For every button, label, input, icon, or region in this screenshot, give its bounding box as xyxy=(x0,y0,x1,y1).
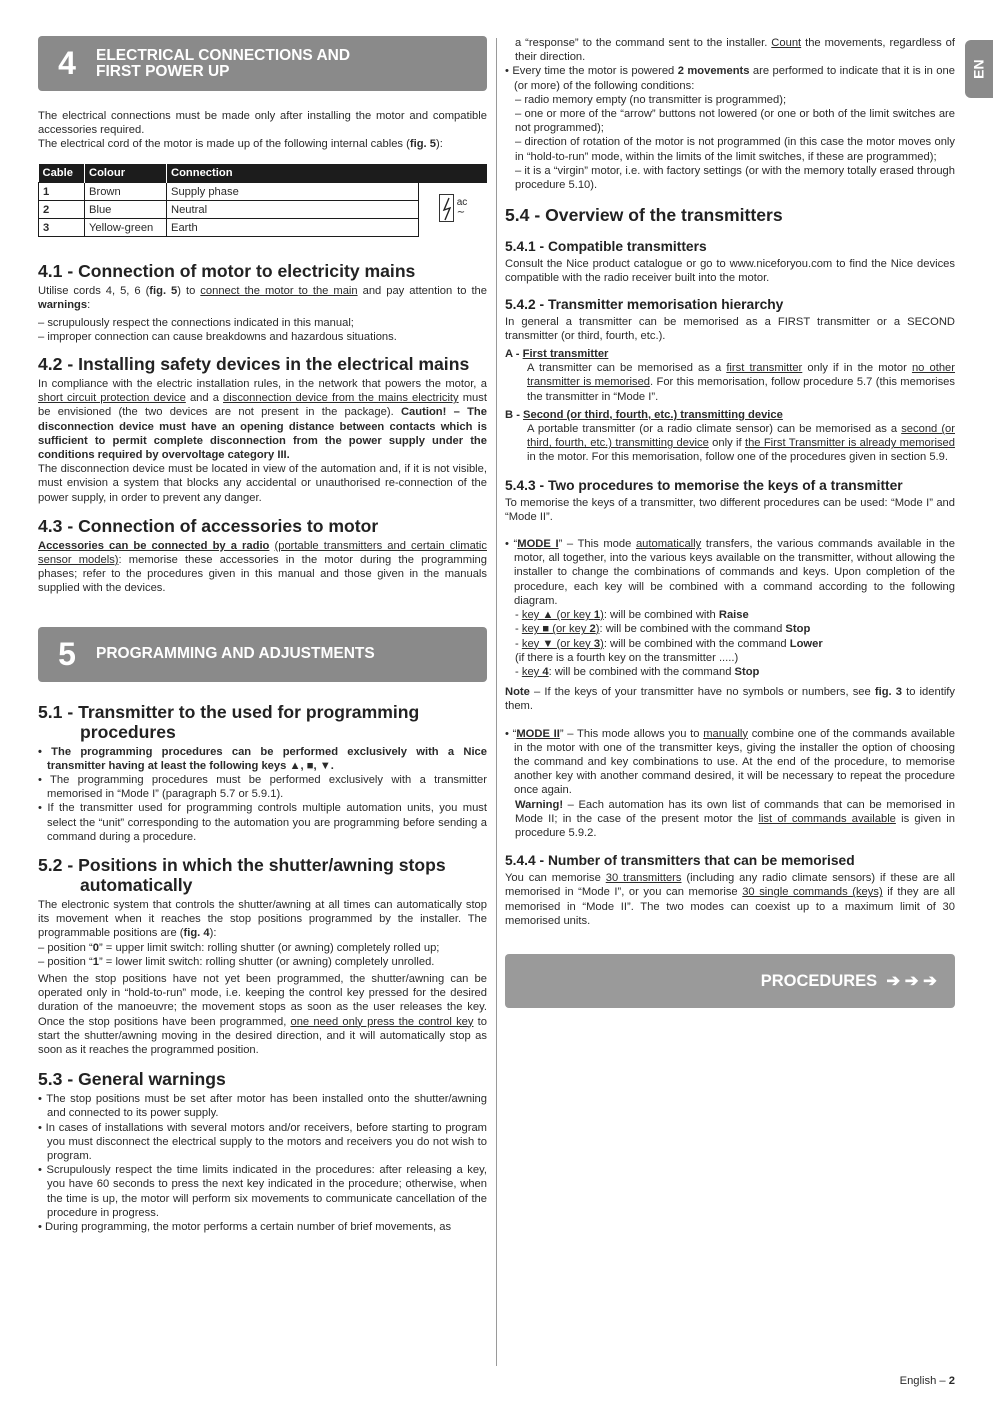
cable-table xyxy=(38,164,487,238)
s41-dash-1: – scrupulously respect the connections indicated in this manual; xyxy=(38,316,354,329)
procedures-label: PROCEDURES xyxy=(760,971,878,990)
chapter-number: 4 xyxy=(58,45,76,81)
left-column xyxy=(38,36,487,1234)
table-cell: Brown xyxy=(85,183,167,201)
table-cell: 2 xyxy=(39,201,85,219)
page-number: 2 xyxy=(948,1375,955,1387)
section-heading-5-2: 5.2 - Positions in which the shutter/awning stops automatically xyxy=(38,854,446,895)
table-cell: Supply phase xyxy=(167,183,419,201)
right-column xyxy=(505,36,955,1008)
key-4-mapping: - key 4: will be combined with the command Stop xyxy=(515,665,760,678)
table-header: Colour xyxy=(85,164,167,183)
first-transmitter-heading: A - First transmitter xyxy=(505,348,609,361)
s42-paragraph: In compliance with the electric installation rules, in the network that powers the motor, a short circuit protection device and a disconnection device from the mains electricity must be envisioned (the two devices are not present in the package). Caution! – The disconnection device must have an opening distance between contacts which is sufficient to permit complete disconnection from the power supply under the conditions required by overvoltage category III. xyxy=(38,377,487,461)
intro-cable-paragraph: The electrical cord of the motor is made up of the following internal cables (fig. 5): xyxy=(38,138,443,151)
subsection-heading-5-4-4: 5.4.4 - Number of transmitters that can be memorised xyxy=(505,853,855,869)
chapter-number: 5 xyxy=(58,635,76,672)
table-cell: Neutral xyxy=(167,201,419,219)
language-tab-label: EN xyxy=(970,59,987,79)
s52-paragraph: The electronic system that controls the shutter/awning at all times can automatically stop its movement when it reaches the stop positions programmed by the installer. The programmable positions are (fig. 4): xyxy=(38,898,487,940)
table-header: Cable xyxy=(39,164,85,183)
chapter-5-header xyxy=(38,627,487,682)
first-transmitter-text: A transmitter can be memorised as a first transmitter only if in the motor no other transmitter is memorised. For this memorisation, follow procedure 5.7 (this memorises the transmitter in “Mode I”. xyxy=(527,362,955,403)
fourth-key-note: (if there is a fourth key on the transmitter .....) xyxy=(515,651,739,664)
s52-position-1: – position “1” = lower limit switch: rolling shutter (or awning) completely unrolled. xyxy=(38,955,435,968)
ac-label: ac xyxy=(456,196,468,208)
table-cell: 1 xyxy=(39,183,85,201)
s543-paragraph: To memorise the keys of a transmitter, two different procedures can be used: “Mode I” and “Mode II”. xyxy=(505,496,955,523)
tilde-icon: ∼ xyxy=(456,206,466,218)
intro-paragraph: The electrical connections must be made only after installing the motor and compatible accessories required. xyxy=(38,110,487,137)
ac-symbol-cell xyxy=(419,183,488,237)
condition-1: – radio memory empty (no transmitter is programmed); xyxy=(515,93,787,106)
second-transmitter-text: A portable transmitter (or a radio climate sensor) can be memorised as a second (or third, fourth, etc.) transmitting device only if the First Transmitter is already memorised in the motor. For this memorisation, follow one of the procedures given in section 5.9. xyxy=(527,423,955,464)
section-heading-4-2: 4.2 - Installing safety devices in the electrical mains xyxy=(38,353,470,374)
page-footer xyxy=(900,1374,955,1388)
s53-bullet-1: • The stop positions must be set after motor has been installed onto the shutter/awning and connected to its power supply. xyxy=(38,1093,487,1120)
s544-paragraph: You can memorise 30 transmitters (including any radio climate sensors) if these are all memorised in “Mode I”, or you can memorise 30 single commands (keys) if they are all memorised in “Mode II”. The two modes can coexist up to a maximum limit of 30 memorised units. xyxy=(505,872,955,927)
ac-symbol xyxy=(439,194,468,222)
s41-dash-2: – improper connection can cause breakdowns and hazardous situations. xyxy=(38,330,397,343)
s51-bullet-3: • If the transmitter used for programming controls multiple automation units, you must select the “unit” corresponding to the automation you are programming before sending a command during a procedure. xyxy=(38,802,487,843)
second-transmitter-heading: B - Second (or third, fourth, etc.) transmitting device xyxy=(505,408,783,421)
s541-paragraph: Consult the Nice product catalogue or go to www.niceforyou.com to find the Nice devices compatible with the radio receiver built into the motor. xyxy=(505,258,955,285)
section-heading-4-1: 4.1 - Connection of motor to electricity mains xyxy=(38,261,416,282)
s52-paragraph-2: When the stop positions have not yet been programmed, the shutter/awning can be operated only in “hold-to-run” mode, i.e. keeping the control key pressed for the desired duration of the manoeuvre; the movement stops as soon as the user releases the key. Once the stop positions have been programmed, one need only press the control key to start the shutter/awning moving in the desired direction, and it will automatically stop as soon as it reaches the programmed position. xyxy=(38,973,488,1057)
section-heading-5-4: 5.4 - Overview of the transmitters xyxy=(505,205,783,226)
s542-paragraph: In general a transmitter can be memorised as a FIRST transmitter or a SECOND transmitter (or third, fourth, etc.). xyxy=(505,315,955,342)
table-cell: 3 xyxy=(39,219,85,237)
power-up-bullet: • Every time the motor is powered 2 movements are performed to indicate that it is in one (or more) of the following conditions: xyxy=(505,65,955,92)
column-divider xyxy=(496,38,497,1366)
subsection-heading-5-4-3: 5.4.3 - Two procedures to memorise the keys of a transmitter xyxy=(505,477,903,493)
mode-i-bullet: • “MODE I” – This mode automatically transfers, the various commands available in the motor, all together, into the various keys available on the transmitter, without allowing the installer to change the combinations of commands and keys. Upon completion of the procedure, each key will be combined with a command according to the following diagram. xyxy=(505,538,955,607)
arrow-right-icon: ➔ ➔ ➔ xyxy=(886,971,937,990)
mode-ii-warning: Warning! – Each automation has its own list of commands that can be memorised in Mode II; in the case of the present motor the list of commands available is given in procedure 5.9.2. xyxy=(515,798,956,839)
chapter-title: PROGRAMMING AND ADJUSTMENTS xyxy=(96,645,375,663)
condition-4: – it is a “virgin” motor, i.e. with factory settings (or with the memory totally erased through procedure 5.10). xyxy=(515,164,955,192)
subsection-heading-5-4-1: 5.4.1 - Compatible transmitters xyxy=(505,239,707,255)
keys-note: Note – If the keys of your transmitter have no symbols or numbers, see fig. 3 to identify them. xyxy=(505,686,956,713)
continued-paragraph: a “response” to the command sent to the installer. Count the movements, regardless of their direction. xyxy=(515,37,955,64)
s53-bullet-4: • During programming, the motor performs a certain number of brief movements, as xyxy=(38,1221,452,1234)
section-heading-5-1: 5.1 - Transmitter to the used for programming procedures xyxy=(38,701,420,742)
s41-paragraph: Utilise cords 4, 5, 6 (fig. 5) to connect the motor to the main and pay attention to the warnings: xyxy=(38,285,487,312)
key-2-mapping: - key ■ (or key 2): will be combined with the command Stop xyxy=(515,623,811,636)
table-cell: Yellow-green xyxy=(85,219,167,237)
key-3-mapping: - key ▼ (or key 3): will be combined with the command Lower xyxy=(515,637,823,650)
footer-language: English – xyxy=(899,1375,946,1387)
section-heading-4-3: 4.3 - Connection of accessories to motor xyxy=(38,515,379,536)
table-cell: Blue xyxy=(85,201,167,219)
procedures-button[interactable] xyxy=(505,954,955,1008)
s51-bullet-2: • The programming procedures must be performed exclusively with a transmitter memorised in “Mode I” (paragraph 5.7 or 5.9.1). xyxy=(38,773,487,801)
s52-position-0: – position “0” = upper limit switch: rolling shutter (or awning) completely rolled up; xyxy=(38,941,440,954)
language-tab[interactable] xyxy=(965,40,993,98)
condition-2: – one or more of the “arrow” buttons not lowered (or one or both of the limit switches are not programmed); xyxy=(515,108,955,135)
condition-3: – direction of rotation of the motor is not programmed (in this case the motor moves only in “hold-to-run” mode, within the limits of the limit switches, if these are programmed); xyxy=(515,136,955,163)
mode-ii-bullet: • “MODE II” – This mode allows you to manually combine one of the commands available in the motor with one of the transmitter keys, giving the installer the option of choosing the command and key combinations to use. At the end of the procedure, to memorise another key with another command desired, it will be necessary to repeat the procedure once again. xyxy=(505,727,955,797)
table-cell: Earth xyxy=(167,219,419,237)
key-1-mapping: - key ▲ (or key 1): will be combined with Raise xyxy=(515,609,749,622)
lightning-icon xyxy=(439,194,454,222)
s42-paragraph-2: The disconnection device must be located in view of the automation and, if it is not visible, must envision a system that blocks any accidental or unauthorised re-connection of the power supply, in order to prevent any danger. xyxy=(38,463,487,504)
s51-bullet-1: • The programming procedures can be performed exclusively with a Nice transmitter having at least the following keys ▲, ■, ▼. xyxy=(38,745,487,772)
subsection-heading-5-4-2: 5.4.2 - Transmitter memorisation hierarchy xyxy=(505,296,784,312)
s53-bullet-2: • In cases of installations with several motors and/or receivers, before starting to program you must disconnect the electrical supply to the motors and receivers you do not wish to program. xyxy=(38,1121,487,1163)
section-heading-5-3: 5.3 - General warnings xyxy=(38,1069,226,1090)
table-row xyxy=(39,183,488,201)
s53-bullet-3: • Scrupulously respect the time limits indicated in the procedures: after releasing a key, you have 60 seconds to press the next key indicated in the procedure; otherwise, when the time is up, the motor will perform six movements to communicate cancellation of the procedure in progress. xyxy=(38,1164,487,1219)
table-header: Connection xyxy=(167,164,488,183)
chapter-4-header xyxy=(38,36,487,91)
s43-paragraph: Accessories can be connected by a radio (portable transmitters and certain climatic sensor models): memorise these accessories in the motor during the programming phases; refer to the procedures given in this manual and those given in the manuals supplied with the devices. xyxy=(38,539,487,595)
table-header-row xyxy=(39,164,488,183)
chapter-title: ELECTRICAL CONNECTIONS AND FIRST POWER UP xyxy=(96,46,351,80)
